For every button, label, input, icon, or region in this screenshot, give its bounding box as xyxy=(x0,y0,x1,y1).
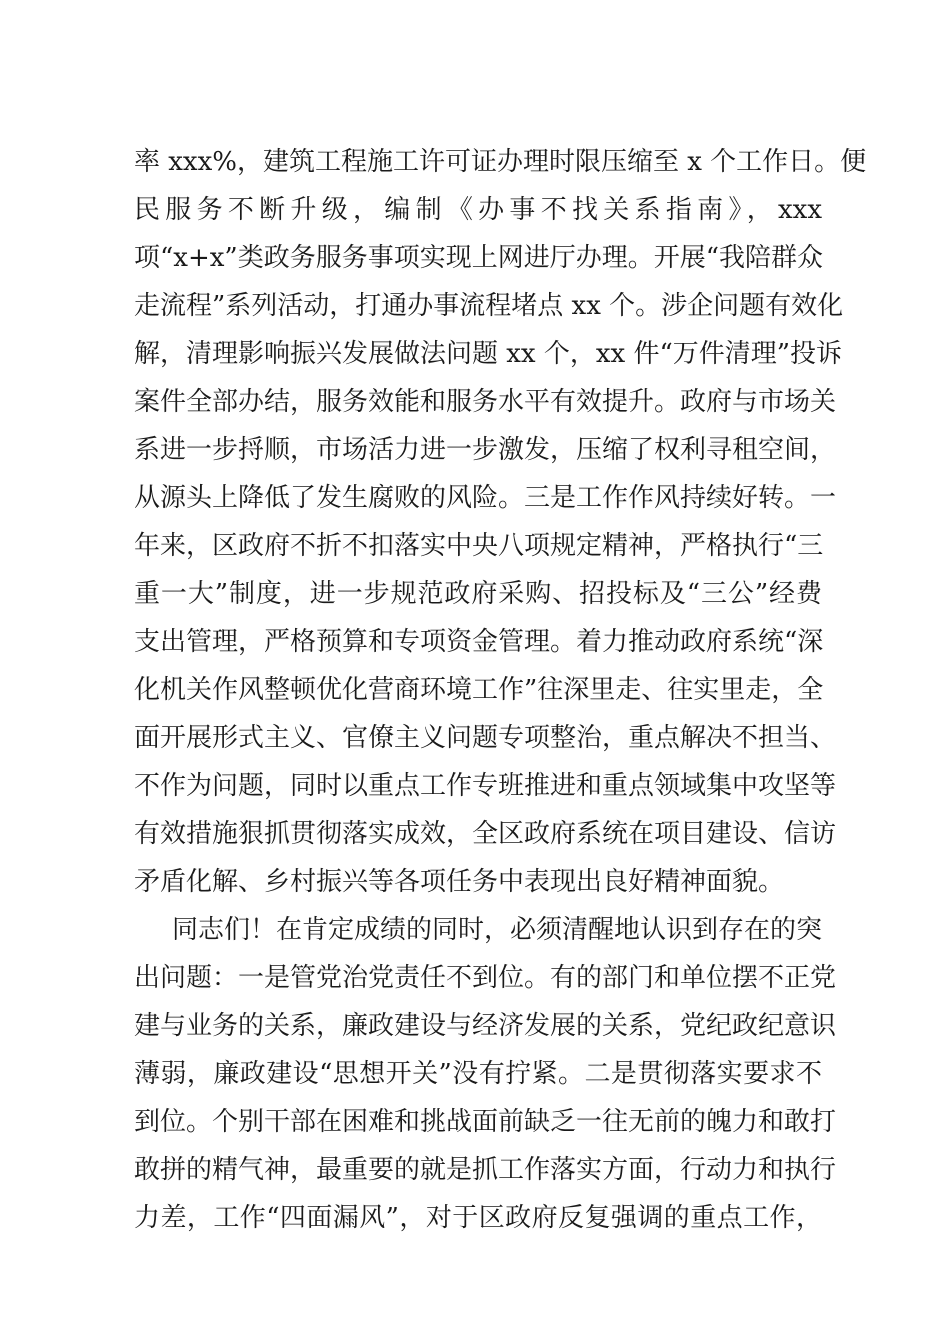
text-line: 支出管理，严格预算和专项资金管理。着力推动政府系统“深 xyxy=(134,627,824,657)
text-line: 不作为问题，同时以重点工作专班推进和重点领域集中攻坚等 xyxy=(134,771,837,801)
text-line: 项“x+x”类政务服务事项实现上网进厅办理。开展“我陪群众 xyxy=(134,243,823,273)
text-line: 矛盾化解、乡村振兴等各项任务中表现出良好精神面貌。 xyxy=(134,867,785,897)
text-line: 年来，区政府不折不扣落实中央八项规定精神，严格执行“三 xyxy=(134,531,824,561)
text-line: 薄弱，廉政建设“思想开关”没有拧紧。二是贯彻落实要求不 xyxy=(134,1059,822,1089)
text-line: 民服务不断升级，编制《办事不找关系指南》，xxx xyxy=(134,195,822,225)
text-line: 出问题：一是管党治党责任不到位。有的部门和单位摆不正党 xyxy=(134,963,837,993)
text-line: 走流程”系列活动，打通办事流程堵点 xx 个。涉企问题有效化 xyxy=(134,291,844,321)
text-line: 重一大”制度，进一步规范政府采购、招投标及“三公”经费 xyxy=(134,579,822,609)
text-line: 有效措施狠抓贯彻落实成效，全区政府系统在项目建设、信访 xyxy=(134,819,837,849)
text-line: 面开展形式主义、官僚主义问题专项整治，重点解决不担当、 xyxy=(134,723,837,753)
text-line: 从源头上降低了发生腐败的风险。三是工作作风持续好转。一 xyxy=(134,483,837,513)
text-line: 化机关作风整顿优化营商环境工作”往深里走、往实里走，全 xyxy=(134,675,824,705)
text-line: 同志们！在肯定成绩的同时，必须清醒地认识到存在的突 xyxy=(172,915,823,945)
text-line: 力差，工作“四面漏风”，对于区政府反复强调的重点工作， xyxy=(134,1203,822,1233)
text-line: 到位。个别干部在困难和挑战面前缺乏一往无前的魄力和敢打 xyxy=(134,1107,837,1137)
text-line: 系进一步捋顺，市场活力进一步激发，压缩了权利寻租空间， xyxy=(134,435,837,465)
text-line: 解，清理影响振兴发展做法问题 xx 个，xx 件“万件清理”投诉 xyxy=(134,339,843,369)
text-line: 案件全部办结，服务效能和服务水平有效提升。政府与市场关 xyxy=(134,387,837,417)
text-line: 率 xxx%，建筑工程施工许可证办理时限压缩至 x 个工作日。便 xyxy=(134,147,867,177)
text-line: 建与业务的关系，廉政建设与经济发展的关系，党纪政纪意识 xyxy=(134,1011,837,1041)
text-line: 敢拼的精气神，最重要的就是抓工作落实方面，行动力和执行 xyxy=(134,1155,837,1185)
